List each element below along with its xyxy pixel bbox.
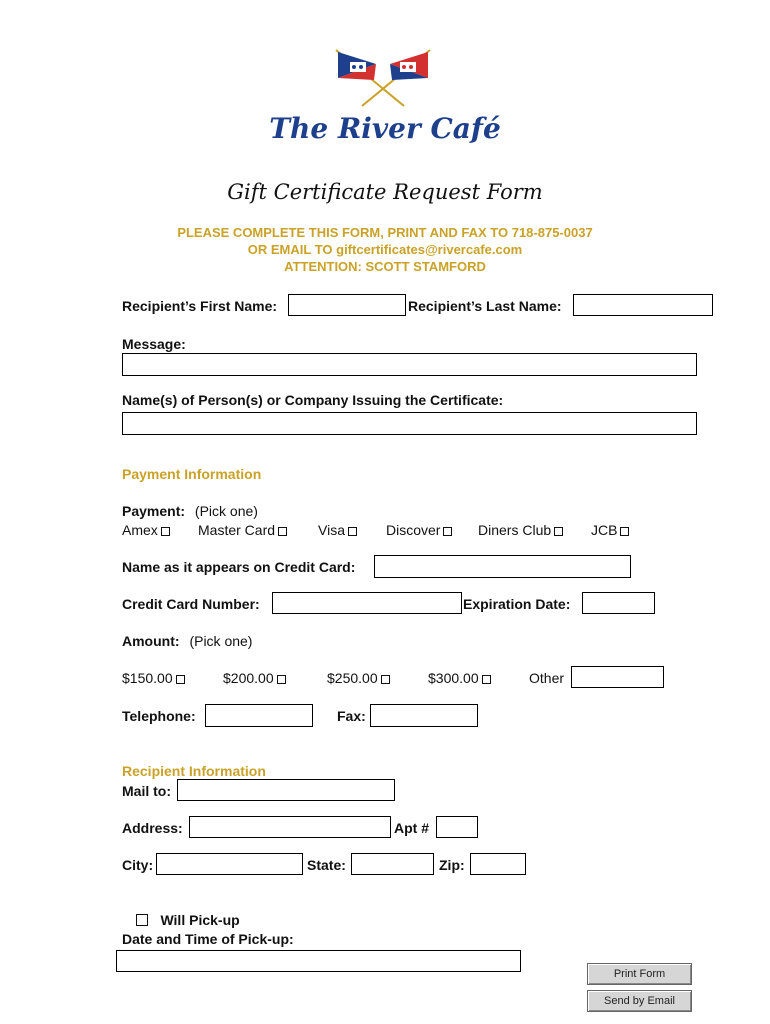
send-email-button[interactable]: Send by Email — [587, 990, 692, 1012]
card-number-label: Credit Card Number: — [122, 596, 260, 612]
notice-line-1: PLEASE COMPLETE THIS FORM, PRINT AND FAX TO 718-875-0037 — [177, 225, 593, 240]
payment-heading: Payment Information — [122, 466, 262, 482]
address-field[interactable] — [189, 816, 391, 838]
zip-label: Zip: — [439, 857, 465, 873]
amount-label: Amount: — [122, 633, 180, 649]
mastercard-checkbox[interactable] — [278, 527, 287, 536]
message-field[interactable] — [122, 353, 697, 376]
message-label: Message: — [122, 336, 186, 352]
card-option-discover[interactable] — [386, 522, 452, 538]
amex-checkbox[interactable] — [161, 527, 170, 536]
expiration-label: Expiration Date: — [463, 596, 571, 612]
card-option-mastercard[interactable] — [198, 522, 287, 538]
amount-label-300: $300.00 — [428, 670, 479, 686]
telephone-field[interactable] — [205, 704, 313, 727]
telephone-label: Telephone: — [122, 708, 196, 724]
amount-150-checkbox[interactable] — [176, 675, 185, 684]
amount-label-200: $200.00 — [223, 670, 274, 686]
apt-label: Apt # — [394, 820, 429, 836]
card-label-jcb: JCB — [591, 522, 618, 538]
state-field[interactable] — [351, 853, 434, 875]
card-option-amex[interactable] — [122, 522, 170, 538]
mail-to-label: Mail to: — [122, 783, 171, 799]
payment-hint: (Pick one) — [194, 503, 258, 519]
amount-250-checkbox[interactable] — [381, 675, 390, 684]
mail-to-field[interactable] — [177, 779, 395, 801]
discover-checkbox[interactable] — [443, 527, 452, 536]
other-amount-field[interactable] — [571, 666, 664, 688]
form-notice — [0, 224, 770, 275]
card-label-amex: Amex — [122, 522, 158, 538]
amount-option-200[interactable] — [223, 670, 286, 686]
visa-checkbox[interactable] — [348, 527, 357, 536]
recipient-info-heading: Recipient Information — [122, 763, 266, 779]
amount-label-250: $250.00 — [327, 670, 378, 686]
form-title: Gift Certificate Request Form — [227, 180, 543, 204]
card-name-label: Name as it appears on Credit Card: — [122, 559, 356, 575]
first-name-field[interactable] — [288, 294, 406, 316]
amount-option-300[interactable] — [428, 670, 491, 686]
card-number-field[interactable] — [272, 592, 462, 614]
card-label-visa: Visa — [318, 522, 345, 538]
diners-checkbox[interactable] — [554, 527, 563, 536]
card-label-diners: Diners Club — [478, 522, 552, 538]
payment-label: Payment: — [122, 503, 186, 519]
other-amount-label: Other — [529, 670, 565, 686]
will-pickup-checkbox[interactable] — [136, 914, 148, 926]
apt-field[interactable] — [436, 816, 478, 838]
first-name-label: Recipient’s First Name: — [122, 298, 278, 314]
fax-label: Fax: — [337, 708, 366, 724]
address-label: Address: — [122, 820, 183, 836]
amount-option-250[interactable] — [327, 670, 390, 686]
city-field[interactable] — [156, 853, 303, 875]
card-option-diners[interactable] — [478, 522, 563, 538]
payment-row — [122, 503, 258, 519]
expiration-field[interactable] — [582, 592, 655, 614]
state-label: State: — [307, 857, 346, 873]
card-option-visa[interactable] — [318, 522, 357, 538]
print-form-button[interactable]: Print Form — [587, 963, 692, 985]
amount-hint: (Pick one) — [189, 633, 253, 649]
jcb-checkbox[interactable] — [620, 527, 629, 536]
issuer-label: Name(s) of Person(s) or Company Issuing the Certificate: — [122, 392, 504, 408]
pickup-datetime-field[interactable] — [116, 950, 521, 972]
card-label-mastercard: Master Card — [198, 522, 276, 538]
city-label: City: — [122, 857, 154, 873]
brand-logo-text: The River Café — [269, 112, 501, 145]
amount-row — [122, 633, 252, 649]
flags-logo-icon — [318, 44, 448, 110]
zip-field[interactable] — [470, 853, 526, 875]
will-pickup-label: Will Pick-up — [160, 912, 240, 928]
pickup-datetime-label: Date and Time of Pick-up: — [122, 931, 294, 947]
card-option-jcb[interactable] — [591, 522, 629, 538]
notice-line-3: ATTENTION: SCOTT STAMFORD — [284, 259, 486, 274]
will-pickup-option[interactable] — [136, 912, 240, 930]
issuer-field[interactable] — [122, 412, 697, 435]
last-name-label: Recipient’s Last Name: — [408, 298, 562, 314]
last-name-field[interactable] — [573, 294, 713, 316]
amount-200-checkbox[interactable] — [277, 675, 286, 684]
fax-field[interactable] — [370, 704, 478, 727]
notice-line-2: OR EMAIL TO giftcertificates@rivercafe.com — [247, 242, 523, 257]
amount-label-150: $150.00 — [122, 670, 173, 686]
amount-300-checkbox[interactable] — [482, 675, 491, 684]
card-label-discover: Discover — [386, 522, 441, 538]
card-name-field[interactable] — [374, 555, 631, 578]
amount-option-150[interactable] — [122, 670, 185, 686]
